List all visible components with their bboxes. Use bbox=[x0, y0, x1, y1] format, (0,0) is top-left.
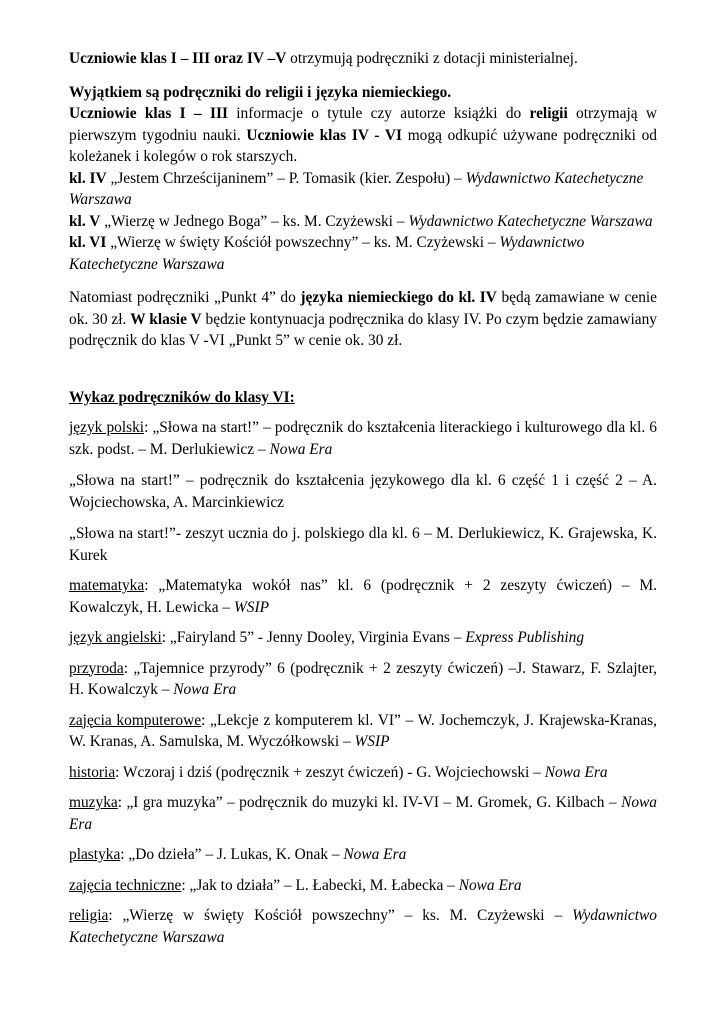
german-bold-2: W klasie V bbox=[130, 310, 202, 328]
book-text: : „Do dzieła” – J. Lukas, K. Onak – bbox=[120, 846, 344, 863]
classes-4-6-bold: Uczniowie klas IV - VI bbox=[246, 126, 403, 144]
intro-paragraph bbox=[69, 48, 657, 70]
german-bold-1: języka niemieckiego do kl. IV bbox=[300, 289, 497, 306]
book-art bbox=[69, 844, 657, 866]
subject-label: religia bbox=[69, 907, 109, 924]
book-english bbox=[69, 627, 657, 649]
class-label: kl. V bbox=[69, 212, 101, 230]
religion-book-kl5 bbox=[69, 211, 657, 233]
book-text: „Wierzę w święty Kościół powszechny” – ks. M. Czyżewski – bbox=[106, 234, 500, 251]
german-text-2: będą zamawiane w cenie ok. 30 zł. bbox=[69, 289, 657, 328]
book-religion bbox=[69, 905, 657, 948]
book-text: : „Jak to działa” – L. Łabecki, M. Łabecka – bbox=[181, 876, 459, 894]
book-polish-literary bbox=[69, 417, 657, 460]
book-polish-language: „Słowa na start!” – podręcznik do kształcenia językowego dla kl. 6 część 1 i część 2 – A. Wojciechowska, A. Marcinkiewicz bbox=[69, 472, 657, 511]
document-body bbox=[69, 48, 657, 948]
book-math bbox=[69, 575, 657, 618]
book-text: : „Wierzę w święty Kościół powszechny” – ks. M. Czyżewski – bbox=[108, 907, 573, 924]
book-technical bbox=[69, 875, 657, 897]
religion-book-kl4 bbox=[69, 168, 657, 211]
book-text: : „Lekcje z komputerem kl. VI” – W. Jochemczyk, J. Krajewska-Kranas, W. Kranas, A. Samulska, M. Wyczółkowski – bbox=[69, 711, 657, 750]
german-paragraph bbox=[69, 287, 657, 352]
publisher: WSIP bbox=[233, 598, 270, 616]
publisher: Wydawnictwo Katechetyczne Warszawa bbox=[69, 169, 644, 208]
publisher: Express Publishing bbox=[465, 629, 585, 646]
book-text: : „Fairyland 5” - Jenny Dooley, Virginia Evans – bbox=[161, 629, 466, 646]
book-history bbox=[69, 762, 657, 784]
intro-text: otrzymują podręczniki z dotacji ministerialnej. bbox=[286, 50, 578, 67]
subject-label: język polski bbox=[69, 419, 145, 436]
religion-info-text: informacje o tytule czy autorze książki do bbox=[227, 105, 530, 122]
book-text: „Jestem Chrześcijaninem” – P. Tomasik (kier. Zespołu) – bbox=[106, 169, 466, 187]
class-label: kl. IV bbox=[69, 169, 107, 187]
book-list-title: Wykaz podręczników do klasy VI: bbox=[69, 388, 295, 406]
german-text-3: będzie kontynuacja podręcznika do klasy IV. Po czym będzie zamawiany podręcznik do klas V -VI „Punkt 5” w cenie ok. 30 zł. bbox=[69, 310, 657, 349]
religion-info-text-2: otrzymają w pierwszym tygodniu nauki. bbox=[69, 105, 657, 144]
subject-label: przyroda bbox=[69, 659, 124, 677]
publisher: Nowa Era bbox=[544, 763, 608, 781]
book-polish-workbook: „Słowa na start!”- zeszyt ucznia do j. polskiego dla kl. 6 – M. Derlukiewicz, K. Grajewska, K. Kurek bbox=[69, 525, 657, 564]
book-text: „Wierzę w Jednego Boga” – ks. M. Czyżewski – bbox=[100, 212, 409, 230]
subject-label: język angielski bbox=[69, 629, 162, 646]
publisher: Wydawnictwo Katechetyczne Warszawa bbox=[69, 234, 585, 273]
subject-label: zajęcia komputerowe bbox=[69, 711, 202, 729]
class-label: kl. VI bbox=[69, 234, 107, 251]
publisher: Wydawnictwo Katechetyczne Warszawa bbox=[69, 907, 657, 946]
subject-label: historia bbox=[69, 763, 116, 781]
book-music bbox=[69, 792, 657, 835]
religion-book-kl6 bbox=[69, 232, 657, 275]
book-text: : „I gra muzyka” – podręcznik do muzyki kl. IV-VI – M. Gromek, G. Kilbach – bbox=[117, 794, 622, 811]
german-text-1: Natomiast podręczniki „Punkt 4” do bbox=[69, 289, 301, 306]
book-nature bbox=[69, 658, 657, 701]
book-text: : Wczoraj i dziś (podręcznik + zeszyt ćwiczeń) - G. Wojciechowski – bbox=[115, 763, 545, 781]
subject-label: matematyka bbox=[69, 577, 145, 594]
publisher: Nowa Era bbox=[173, 681, 237, 698]
religion-german-section bbox=[69, 82, 657, 276]
subject-label: plastyka bbox=[69, 846, 121, 863]
publisher: Wydawnictwo Katechetyczne Warszawa bbox=[408, 212, 653, 230]
intro-classes-bold: Uczniowie klas I – III oraz IV –V bbox=[69, 50, 287, 67]
book-computer bbox=[69, 710, 657, 753]
classes-1-3-bold: Uczniowie klas I – III bbox=[69, 105, 228, 122]
used-books-text: mogą odkupić używane podręczniki od koleżanek i kolegów o rok starszych. bbox=[69, 126, 658, 165]
publisher: Nowa Era bbox=[343, 846, 407, 863]
publisher: Nowa Era bbox=[458, 876, 522, 894]
subject-label: muzyka bbox=[69, 794, 118, 811]
exception-heading: Wyjątkiem są podręczniki do religii i języka niemieckiego. bbox=[69, 83, 452, 101]
book-text: : „Słowa na start!” – podręcznik do kształcenia literackiego i kulturowego dla kl. 6 szk. podst. – M. Derlukiewicz – bbox=[69, 419, 657, 458]
publisher: Nowa Era bbox=[269, 440, 333, 458]
book-text: : „Matematyka wokół nas” kl. 6 (podręcznik + 2 zeszyty ćwiczeń) – M. Kowalczyk, H. Lewicka – bbox=[69, 577, 657, 616]
publisher: WSIP bbox=[354, 733, 390, 750]
book-text: : „Tajemnice przyrody” 6 (podręcznik + 2 zeszyty ćwiczeń) –J. Stawarz, F. Szlajter, H. Kowalczyk – bbox=[69, 659, 657, 698]
publisher: Nowa Era bbox=[69, 794, 657, 833]
subject-label: zajęcia techniczne bbox=[69, 876, 182, 894]
religion-info-paragraph bbox=[69, 103, 657, 168]
religion-bold: religii bbox=[529, 105, 568, 122]
